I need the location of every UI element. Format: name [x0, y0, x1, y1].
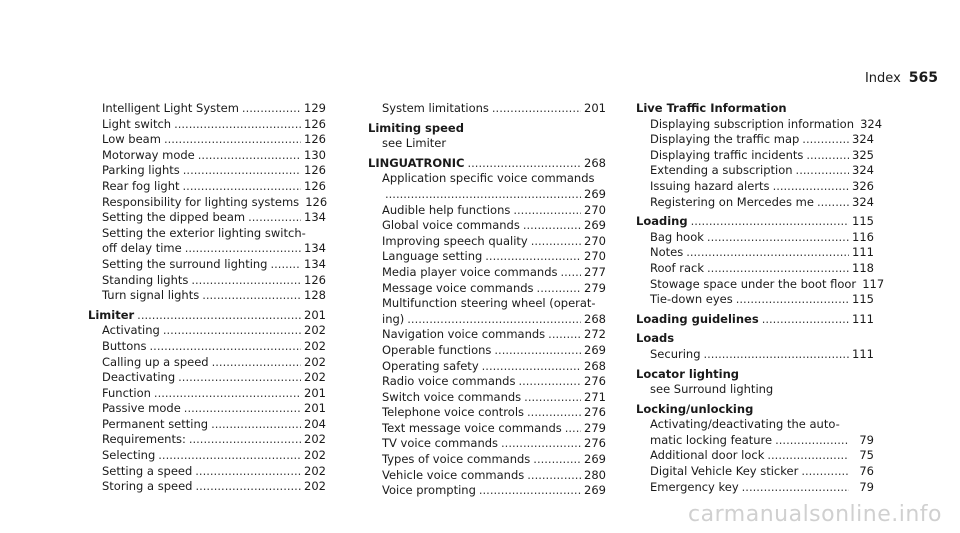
- index-entry-label: Loading: [636, 214, 688, 229]
- index-entry-page: 201: [304, 307, 326, 322]
- index-entry: [636, 116, 883, 133]
- index-entry-label: Loads: [636, 331, 675, 346]
- index-entry-label: Low beam: [102, 132, 161, 147]
- index-entry: [88, 179, 326, 195]
- index-leader-dots: [707, 230, 849, 246]
- index-leader-dots: [178, 370, 301, 386]
- index-entry-page: 126: [305, 194, 328, 209]
- index-leader-dots: [565, 421, 581, 437]
- index-leader-dots: [523, 218, 581, 234]
- index-entry: [368, 468, 606, 484]
- index-leader-dots: [527, 405, 581, 421]
- index-leader-dots: [736, 292, 849, 308]
- index-entry-label: Operable functions: [382, 342, 492, 357]
- index-leader-dots: [742, 480, 849, 496]
- index-entry-page: 202: [304, 479, 326, 494]
- index-entry: [88, 210, 326, 226]
- index-leader-dots: [189, 432, 301, 448]
- index-entry-label: Function: [102, 385, 151, 400]
- index-entry: [636, 292, 874, 308]
- index-leader-dots: [195, 464, 301, 480]
- index-entry-page: 117: [862, 276, 885, 291]
- index-entry: [88, 226, 326, 242]
- index-entry: [636, 195, 874, 211]
- index-column-1: [88, 101, 326, 495]
- index-entry: [88, 417, 326, 433]
- index-leader-dots: [773, 179, 849, 195]
- index-entry: [636, 433, 874, 449]
- index-entry-page: 126: [304, 132, 326, 147]
- index-entry-label: Displaying subscription information: [650, 116, 855, 131]
- index-entry: [88, 401, 326, 417]
- index-leader-dots: [183, 179, 301, 195]
- index-leader-dots: [704, 347, 850, 363]
- index-entry-page: 126: [304, 163, 326, 178]
- index-entry-label: Setting the dipped beam: [102, 210, 246, 225]
- index-entry: [88, 355, 326, 371]
- index-entry: [636, 179, 874, 195]
- index-entry-page: 268: [584, 155, 606, 170]
- index-entry-label: Responsibility for lighting systems: [102, 194, 300, 209]
- page-header: [865, 70, 938, 86]
- index-leader-dots: [801, 464, 849, 480]
- index-entry: [636, 382, 874, 398]
- index-entry: [368, 121, 606, 137]
- index-leader-dots: [806, 148, 849, 164]
- index-entry-page: 277: [584, 264, 606, 279]
- index-entry-page: 118: [852, 260, 874, 275]
- index-entry-page: 116: [852, 229, 874, 244]
- index-entry-page: 202: [304, 338, 326, 353]
- index-leader-dots: [518, 374, 581, 390]
- index-leader-dots: [775, 433, 849, 449]
- index-entry-label: Issuing hazard alerts: [650, 178, 770, 193]
- index-entry-page: 111: [852, 346, 874, 361]
- index-leader-dots: [762, 312, 849, 328]
- index-entry-label: Radio voice commands: [382, 374, 516, 389]
- index-leader-dots: [467, 156, 581, 172]
- index-entry-label: Setting the exterior lighting switch-: [102, 225, 306, 240]
- index-entry: [368, 483, 606, 499]
- index-entry: [88, 101, 326, 117]
- index-entry-page: 111: [852, 245, 874, 260]
- index-entry-label: Language setting: [382, 249, 483, 264]
- index-leader-dots: [191, 273, 301, 289]
- index-entry-label: Setting a speed: [102, 463, 193, 478]
- index-entry: [88, 273, 326, 289]
- index-entry: [636, 417, 874, 433]
- index-entry-page: 202: [304, 448, 326, 463]
- index-entry-label: see Limiter: [382, 136, 447, 151]
- index-entry: [636, 402, 874, 418]
- index-entry: [636, 312, 874, 328]
- index-entry: [636, 367, 874, 383]
- index-leader-dots: [248, 210, 301, 226]
- index-entry-label: Turn signal lights: [102, 288, 200, 303]
- index-leader-dots: [691, 214, 849, 230]
- index-entry: [88, 448, 326, 464]
- index-entry: [88, 308, 326, 324]
- index-entry: [88, 257, 326, 273]
- index-entry: [368, 374, 606, 390]
- header-title: Index: [864, 71, 901, 86]
- index-entry-page: 269: [584, 342, 606, 357]
- index-entry: [88, 339, 326, 355]
- index-entry-page: 115: [852, 292, 874, 307]
- index-entry-page: 324: [852, 132, 874, 147]
- index-entry: [636, 163, 874, 179]
- index-leader-dots: [270, 257, 301, 273]
- index-leader-dots: [137, 308, 301, 324]
- index-entry-page: 201: [304, 401, 326, 416]
- index-entry-page: 270: [584, 249, 606, 264]
- index-entry-page: 276: [584, 436, 606, 451]
- index-entry-page: 276: [584, 405, 606, 420]
- index-entry-page: 324: [852, 194, 874, 209]
- index-entry: [368, 249, 606, 265]
- index-leader-dots: [163, 323, 301, 339]
- index-entry-label: Selecting: [102, 448, 156, 463]
- index-leader-dots: [707, 261, 849, 277]
- index-entry-page: 269: [584, 186, 606, 201]
- index-leader-dots: [211, 417, 301, 433]
- index-leader-dots: [385, 187, 581, 203]
- index-entry: [88, 288, 326, 304]
- index-entry: [88, 241, 326, 257]
- index-entry-label: Limiting speed: [368, 120, 464, 135]
- index-entry: [368, 101, 606, 117]
- index-entry-page: 202: [304, 463, 326, 478]
- index-entry-label: Light switch: [102, 116, 172, 131]
- index-entry-label: Audible help functions: [382, 202, 511, 217]
- index-entry-label: LINGUATRONIC: [368, 155, 465, 170]
- index-entry-label: matic locking feature: [650, 432, 773, 447]
- index-column-3: [636, 101, 885, 495]
- index-entry-page: 325: [852, 147, 874, 162]
- index-leader-dots: [494, 343, 581, 359]
- index-entry-label: Setting the surround lighting: [102, 256, 268, 271]
- index-entry-page: 269: [584, 452, 606, 467]
- index-leader-dots: [767, 448, 849, 464]
- index-entry: [368, 327, 606, 343]
- index-leader-dots: [184, 401, 301, 417]
- index-entry: [88, 432, 326, 448]
- index-leader-dots: [195, 479, 301, 495]
- index-entry-page: 202: [304, 432, 326, 447]
- index-entry: [368, 421, 606, 437]
- index-entry-label: Rear fog light: [102, 178, 180, 193]
- index-entry: [636, 148, 874, 164]
- index-entry-label: Permanent setting: [102, 416, 209, 431]
- index-entry-label: Tie-down eyes: [650, 292, 733, 307]
- index-entry: [636, 214, 874, 230]
- index-entry-page: 126: [304, 116, 326, 131]
- index-entry: [636, 347, 874, 363]
- index-entry-label: Deactivating: [102, 370, 176, 385]
- index-entry-page: 326: [852, 178, 874, 193]
- index-entry: [368, 452, 606, 468]
- index-entry-label: Notes: [650, 245, 684, 260]
- index-column-2: [368, 101, 606, 499]
- index-leader-dots: [158, 448, 301, 464]
- index-entry-page: 76: [859, 464, 874, 479]
- index-entry: [368, 171, 606, 187]
- index-entry-label: System limitations: [382, 101, 489, 115]
- index-leader-dots: [527, 468, 581, 484]
- index-entry: [636, 261, 874, 277]
- index-entry-page: 75: [859, 448, 874, 463]
- index-entry-label: Digital Vehicle Key sticker: [650, 464, 799, 479]
- index-leader-dots: [796, 163, 849, 179]
- index-entry-page: 270: [584, 202, 606, 217]
- index-entry-page: 134: [304, 210, 326, 225]
- index-leader-dots: [802, 132, 849, 148]
- index-entry-page: 279: [584, 420, 606, 435]
- index-entry: [368, 156, 606, 172]
- index-entry-page: 134: [304, 256, 326, 271]
- index-entry-label: Operating safety: [382, 358, 479, 373]
- index-entry-label: Navigation voice commands: [382, 327, 546, 342]
- index-leader-dots: [174, 117, 301, 133]
- index-leader-dots: [154, 386, 301, 402]
- index-entry: [88, 163, 326, 179]
- index-entry-label: Switch voice commands: [382, 389, 522, 404]
- index-entry-label: Extending a subscription: [650, 163, 793, 178]
- index-leader-dots: [817, 195, 849, 211]
- index-entry: [636, 331, 874, 347]
- index-entry: [636, 132, 874, 148]
- index-entry-label: Global voice commands: [382, 218, 520, 233]
- index-entry-page: 202: [304, 370, 326, 385]
- index-entry-label: Stowage space under the boot floor: [650, 276, 857, 291]
- index-entry-page: 204: [304, 416, 326, 431]
- index-entry: [636, 464, 874, 480]
- index-entry-page: 115: [852, 214, 874, 229]
- index-entry-label: Roof rack: [650, 260, 705, 275]
- index-leader-dots: [537, 281, 581, 297]
- index-entry-page: 270: [584, 233, 606, 248]
- index-leader-dots: [202, 288, 301, 304]
- index-leader-dots: [185, 241, 301, 257]
- index-entry-page: 269: [584, 483, 606, 498]
- index-leader-dots: [485, 249, 581, 265]
- index-entry: [368, 187, 606, 203]
- index-entry: [636, 230, 874, 246]
- index-entry-label: Message voice commands: [382, 280, 534, 295]
- index-entry: [368, 436, 606, 452]
- index-entry-label: Requirements:: [102, 432, 186, 447]
- index-entry-page: 129: [304, 101, 326, 115]
- index-entry-label: Standing lights: [102, 272, 189, 287]
- index-entry: [368, 136, 606, 152]
- index-entry-label: Types of voice commands: [382, 452, 531, 467]
- index-entry: [88, 117, 326, 133]
- page-number: 565: [908, 70, 938, 86]
- index-entry-label: Limiter: [88, 307, 135, 322]
- index-entry-label: Emergency key: [650, 479, 739, 494]
- index-leader-dots: [482, 359, 581, 375]
- index-entry: [368, 296, 606, 312]
- index-entry-page: 126: [304, 272, 326, 287]
- index-entry-page: 201: [584, 101, 606, 115]
- index-entry-page: 324: [860, 116, 883, 131]
- index-entry-label: Intelligent Light System: [102, 101, 239, 115]
- index-entry-page: 269: [584, 218, 606, 233]
- index-entry-label: Multifunction steering wheel (operat-: [382, 296, 596, 311]
- index-entry: [88, 479, 326, 495]
- index-entry-page: 202: [304, 323, 326, 338]
- index-entry-label: Activating/deactivating the auto-: [650, 417, 840, 432]
- watermark: carmanualsonline.info: [688, 502, 942, 527]
- index-entry: [88, 323, 326, 339]
- index-entry-page: 268: [584, 358, 606, 373]
- index-entry-page: 134: [304, 241, 326, 256]
- index-entry-label: Live Traffic Information: [636, 101, 787, 115]
- index-entry-label: TV voice commands: [382, 436, 499, 451]
- index-entry-label: Passive mode: [102, 401, 181, 416]
- index-entry: [88, 464, 326, 480]
- index-entry: [88, 195, 326, 211]
- index-leader-dots: [198, 148, 301, 164]
- index-entry-label: Registering on Mercedes me: [650, 194, 814, 209]
- index-leader-dots: [242, 101, 301, 117]
- index-entry: [636, 276, 885, 293]
- index-entry: [368, 405, 606, 421]
- index-entry-page: 126: [304, 178, 326, 193]
- index-entry: [368, 218, 606, 234]
- index-entry-label: Text message voice commands: [382, 420, 562, 435]
- index-leader-dots: [686, 245, 849, 261]
- index-entry: [636, 101, 874, 117]
- index-entry-label: Additional door lock: [650, 448, 765, 463]
- index-entry: [368, 312, 606, 328]
- index-leader-dots: [531, 234, 581, 250]
- index-entry: [368, 281, 606, 297]
- index-entry-page: 202: [304, 354, 326, 369]
- index-entry: [368, 203, 606, 219]
- index-entry-label: Application specific voice commands: [382, 171, 595, 186]
- index-entry-label: Displaying traffic incidents: [650, 147, 804, 162]
- index-entry-page: 324: [852, 163, 874, 178]
- index-entry: [368, 343, 606, 359]
- index-entry-label: Storing a speed: [102, 479, 193, 494]
- index-leader-dots: [548, 327, 581, 343]
- index-leader-dots: [492, 101, 581, 117]
- index-leader-dots: [560, 265, 581, 281]
- index-entry-page: 272: [584, 327, 606, 342]
- index-entry-page: 271: [584, 389, 606, 404]
- index-entry: [88, 132, 326, 148]
- index-entry-label: Activating: [102, 323, 160, 338]
- index-leader-dots: [513, 203, 581, 219]
- index-entry: [88, 148, 326, 164]
- index-entry-label: Motorway mode: [102, 147, 195, 162]
- index-entry-page: 79: [859, 432, 874, 447]
- index-entry: [88, 386, 326, 402]
- index-leader-dots: [212, 355, 301, 371]
- index-leader-dots: [479, 483, 581, 499]
- index-entry-label: Locator lighting: [636, 366, 740, 381]
- index-entry-label: ing): [382, 311, 405, 326]
- index-leader-dots: [407, 312, 581, 328]
- index-entry-label: Telephone voice controls: [382, 405, 525, 420]
- index-entry: [368, 234, 606, 250]
- index-entry-page: 268: [584, 311, 606, 326]
- index-leader-dots: [150, 339, 301, 355]
- index-entry: [368, 359, 606, 375]
- index-entry-label: Displaying the traffic map: [650, 132, 800, 147]
- index-entry-page: 79: [859, 479, 874, 494]
- index-entry-page: 128: [304, 288, 326, 303]
- index-entry-label: Locking/unlocking: [636, 401, 754, 416]
- index-entry: [636, 480, 874, 496]
- index-entry-label: Securing: [650, 346, 701, 361]
- index-leader-dots: [164, 132, 301, 148]
- index-entry: [88, 370, 326, 386]
- index-leader-dots: [183, 163, 301, 179]
- index-entry-page: 130: [304, 147, 326, 162]
- index-entry-page: 111: [852, 311, 874, 326]
- index-entry-page: 279: [584, 280, 606, 295]
- index-entry-label: Improving speech quality: [382, 233, 528, 248]
- index-entry-page: 280: [584, 467, 606, 482]
- index-entry-page: 201: [304, 385, 326, 400]
- index-entry-label: Media player voice commands: [382, 264, 558, 279]
- index-entry-page: 276: [584, 374, 606, 389]
- index-entry: [636, 448, 874, 464]
- index-entry-label: Parking lights: [102, 163, 180, 178]
- index-entry: [368, 390, 606, 406]
- index-entry-label: Vehicle voice commands: [382, 467, 525, 482]
- index-entry-label: Voice prompting: [382, 483, 476, 498]
- index-leader-dots: [533, 452, 581, 468]
- index-entry: [368, 265, 606, 281]
- index-entry-label: off delay time: [102, 241, 182, 256]
- index-entry-label: Buttons: [102, 338, 147, 353]
- index-entry-label: Calling up a speed: [102, 354, 209, 369]
- index-leader-dots: [524, 390, 581, 406]
- index-entry-label: Loading guidelines: [636, 311, 759, 326]
- index-entry-label: Bag hook: [650, 229, 704, 244]
- index-entry: [636, 245, 874, 261]
- index-leader-dots: [501, 436, 581, 452]
- index-entry-label: see Surround lighting: [650, 382, 774, 397]
